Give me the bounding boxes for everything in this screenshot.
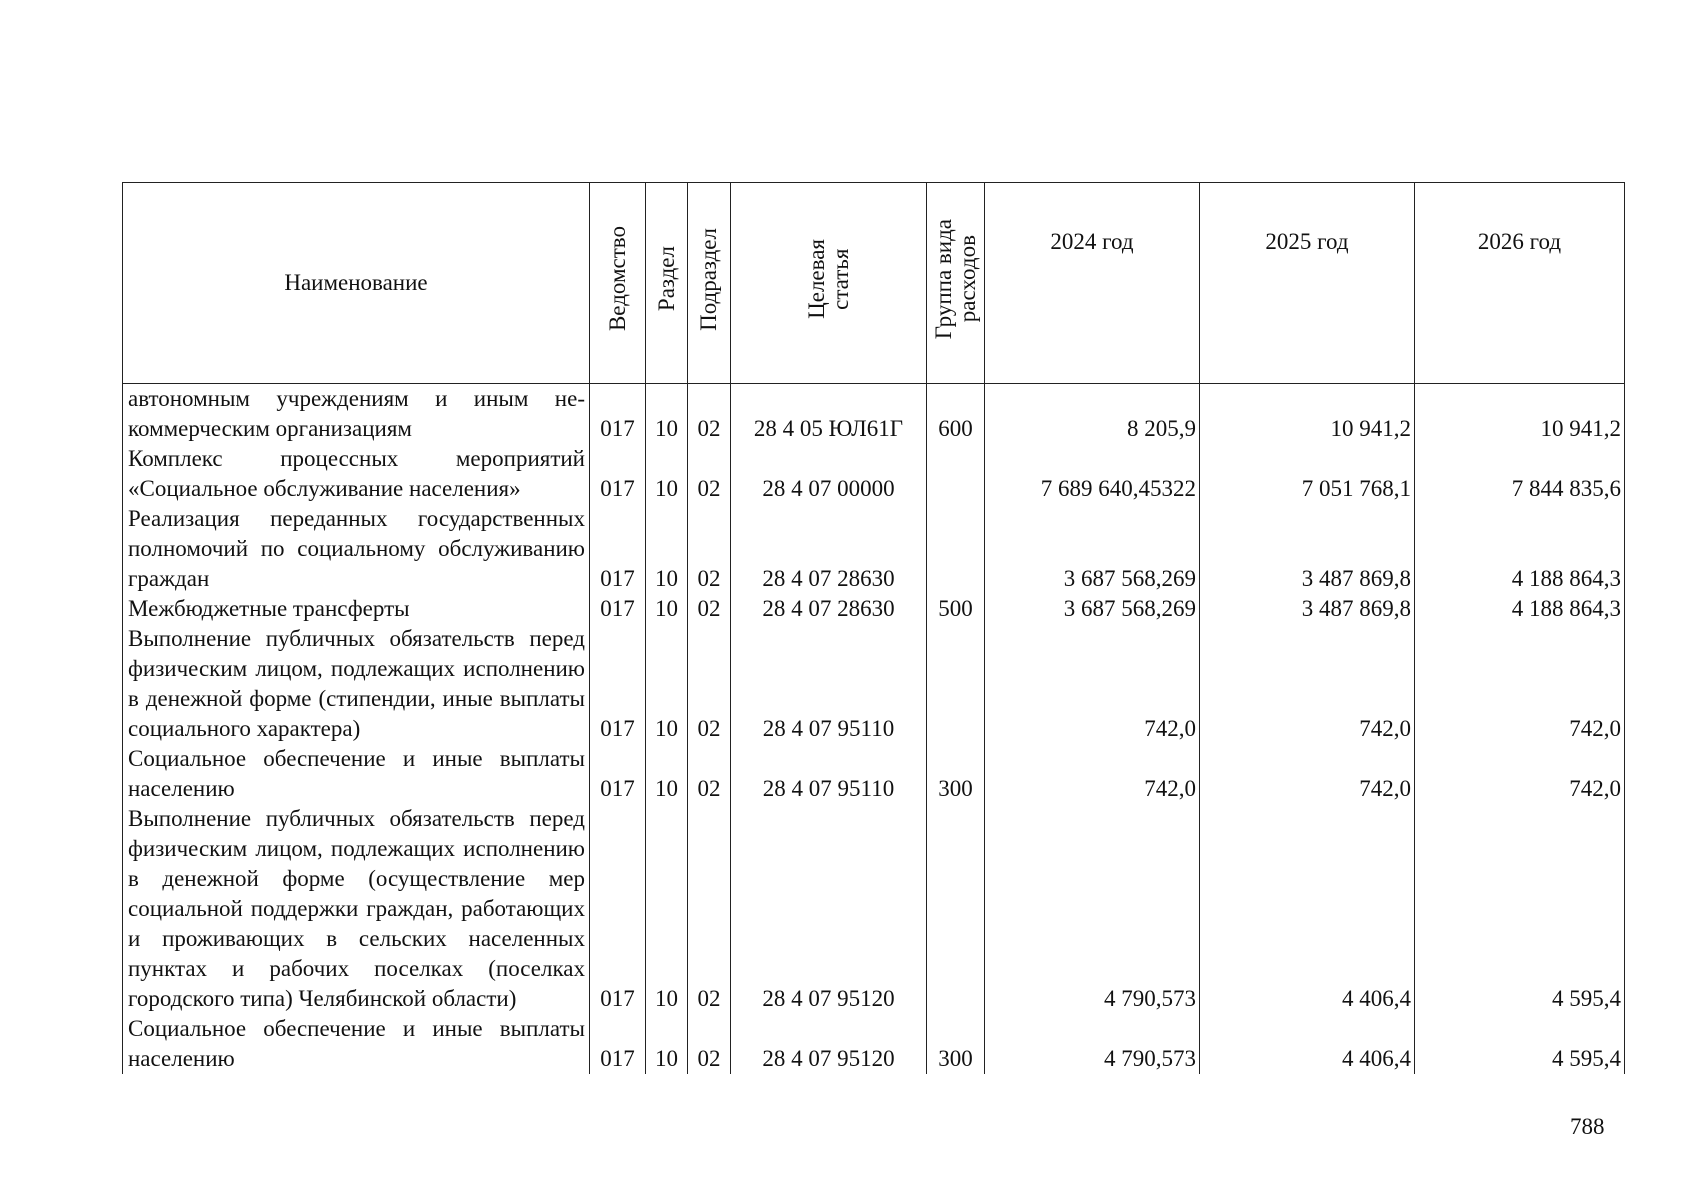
row-name: Комплекс процессных мероприятий «Социальное обслуживание населения»: [123, 444, 590, 504]
row-2024: 3 687 568,269: [985, 504, 1200, 594]
row-2024: 4 790,573: [985, 1014, 1200, 1074]
header-vedomstvo: Ведомство: [590, 183, 646, 384]
header-podrazdel: Подраздел: [688, 183, 731, 384]
row-razdel: 10: [646, 594, 688, 624]
row-celevaya-statya: 28 4 07 28630: [731, 504, 927, 594]
row-vedomstvo: 017: [590, 594, 646, 624]
row-gruppa: [927, 504, 985, 594]
table-row: [123, 624, 1625, 744]
row-celevaya-statya: 28 4 07 95110: [731, 624, 927, 744]
row-razdel: 10: [646, 444, 688, 504]
row-celevaya-statya: 28 4 07 28630: [731, 594, 927, 624]
header-2025: 2025 год: [1200, 183, 1415, 384]
row-celevaya-statya: 28 4 07 95120: [731, 1014, 927, 1074]
header-celevaya-statya: Целевая статья: [731, 183, 927, 384]
table-row: [123, 804, 1625, 1014]
row-celevaya-statya: 28 4 07 00000: [731, 444, 927, 504]
row-gruppa: 500: [927, 594, 985, 624]
row-2025: 4 406,4: [1200, 1014, 1415, 1074]
row-gruppa: [927, 804, 985, 1014]
row-name: Социальное обеспечение и иные выплаты населению: [123, 1014, 590, 1074]
row-2024: 4 790,573: [985, 804, 1200, 1014]
row-vedomstvo: 017: [590, 384, 646, 445]
row-podrazdel: 02: [688, 444, 731, 504]
row-2025: 3 487 869,8: [1200, 594, 1415, 624]
row-2025: 10 941,2: [1200, 384, 1415, 445]
header-2024: 2024 год: [985, 183, 1200, 384]
page-number: 788: [1570, 1114, 1605, 1139]
row-2026: 4 595,4: [1415, 1014, 1625, 1074]
row-name: Реализация переданных государственных полномочий по социальному обслуживанию граждан: [123, 504, 590, 594]
row-2026: 7 844 835,6: [1415, 444, 1625, 504]
row-gruppa: 300: [927, 744, 985, 804]
table-row: [123, 744, 1625, 804]
row-2026: 4 188 864,3: [1415, 504, 1625, 594]
row-name: Выполнение публичных обязательств перед физическим лицом, подлежащих исполнению в денежной форме (осуществление мер социальной поддержки граждан, работающих и проживающих в сельских населенных пунктах и рабочих поселках (поселках городского типа) Челябинской области): [123, 804, 590, 1014]
row-gruppa: 300: [927, 1014, 985, 1074]
row-celevaya-statya: 28 4 07 95120: [731, 804, 927, 1014]
row-vedomstvo: 017: [590, 744, 646, 804]
row-2025: 7 051 768,1: [1200, 444, 1415, 504]
row-podrazdel: 02: [688, 624, 731, 744]
table-header-row: [123, 183, 1625, 384]
row-name: Межбюджетные трансферты: [123, 594, 590, 624]
row-celevaya-statya: 28 4 07 95110: [731, 744, 927, 804]
header-name: Наименование: [123, 183, 590, 384]
row-2025: 4 406,4: [1200, 804, 1415, 1014]
row-podrazdel: 02: [688, 594, 731, 624]
row-gruppa: [927, 624, 985, 744]
row-vedomstvo: 017: [590, 1014, 646, 1074]
row-2024: 742,0: [985, 744, 1200, 804]
row-podrazdel: 02: [688, 804, 731, 1014]
row-2026: 4 595,4: [1415, 804, 1625, 1014]
table-row: [123, 594, 1625, 624]
row-razdel: 10: [646, 804, 688, 1014]
row-2026: 742,0: [1415, 744, 1625, 804]
row-2026: 10 941,2: [1415, 384, 1625, 445]
header-2026: 2026 год: [1415, 183, 1625, 384]
row-razdel: 10: [646, 624, 688, 744]
row-gruppa: [927, 444, 985, 504]
row-podrazdel: 02: [688, 744, 731, 804]
row-2026: 4 188 864,3: [1415, 594, 1625, 624]
row-2024: 7 689 640,45322: [985, 444, 1200, 504]
row-razdel: 10: [646, 1014, 688, 1074]
row-2025: 3 487 869,8: [1200, 504, 1415, 594]
row-2026: 742,0: [1415, 624, 1625, 744]
row-podrazdel: 02: [688, 504, 731, 594]
row-name: Социальное обеспечение и иные выплаты населению: [123, 744, 590, 804]
row-razdel: 10: [646, 504, 688, 594]
row-2025: 742,0: [1200, 624, 1415, 744]
table-row: [123, 504, 1625, 594]
row-name: Выполнение публичных обязательств перед физическим лицом, подлежащих исполнению в денежной форме (стипендии, иные выплаты социального характера): [123, 624, 590, 744]
row-celevaya-statya: 28 4 05 ЮЛ61Г: [731, 384, 927, 445]
row-podrazdel: 02: [688, 1014, 731, 1074]
row-2024: 3 687 568,269: [985, 594, 1200, 624]
row-name: автономным учреждениям и иным некоммерческим организациям: [123, 384, 590, 445]
row-vedomstvo: 017: [590, 624, 646, 744]
table-row: [123, 384, 1625, 445]
row-gruppa: 600: [927, 384, 985, 445]
row-vedomstvo: 017: [590, 504, 646, 594]
row-podrazdel: 02: [688, 384, 731, 445]
header-razdel: Раздел: [646, 183, 688, 384]
header-gruppa-vida-rashodov: Группа вида расходов: [927, 183, 985, 384]
row-razdel: 10: [646, 744, 688, 804]
row-vedomstvo: 017: [590, 804, 646, 1014]
row-2024: 8 205,9: [985, 384, 1200, 445]
row-vedomstvo: 017: [590, 444, 646, 504]
table-row: [123, 444, 1625, 504]
row-2024: 742,0: [985, 624, 1200, 744]
row-razdel: 10: [646, 384, 688, 445]
row-2025: 742,0: [1200, 744, 1415, 804]
table-row: [123, 1014, 1625, 1074]
budget-table: [122, 182, 1625, 1074]
